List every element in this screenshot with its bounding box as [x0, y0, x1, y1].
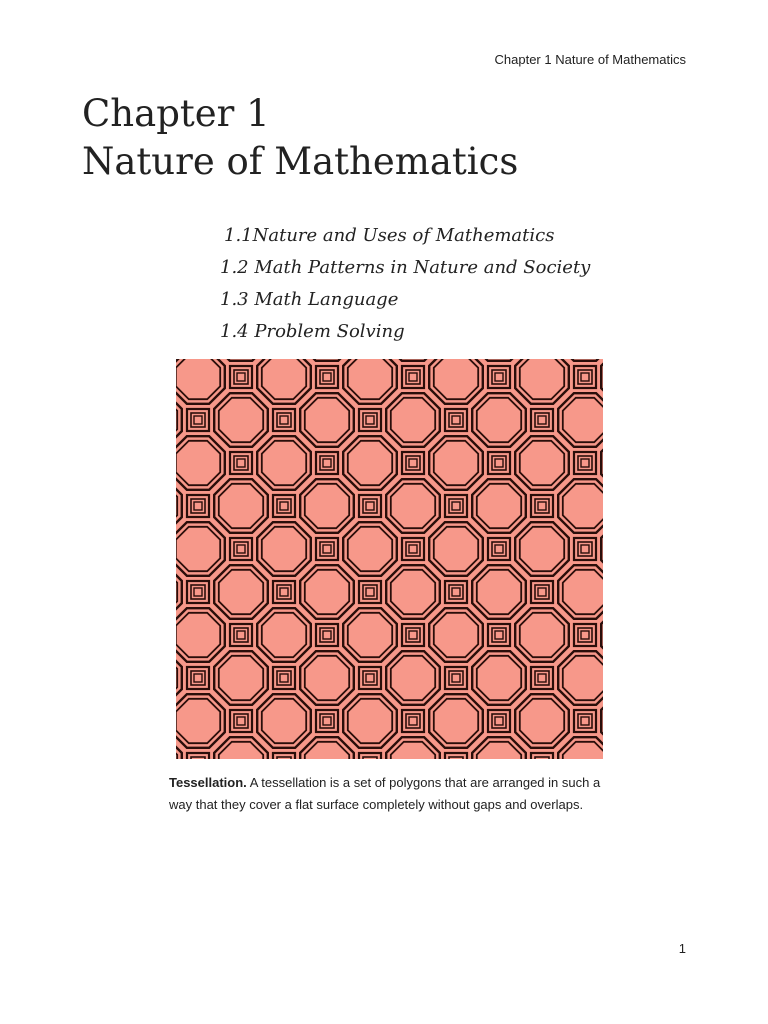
section-list: [220, 220, 590, 348]
chapter-name: Nature of Mathematics: [82, 140, 519, 183]
caption-term: Tessellation.: [169, 775, 247, 790]
caption-text: A tessellation is a set of polygons that are arranged in such a way that they cover a flat surface completely without gaps and overlaps.: [169, 775, 601, 812]
figure-caption: [169, 772, 619, 816]
page-number: 1: [678, 941, 686, 956]
section-item: 1.1Nature and Uses of Mathematics: [224, 225, 555, 246]
section-item: 1.4 Problem Solving: [220, 321, 405, 342]
tessellation-figure: [176, 359, 603, 759]
running-header: Chapter 1 Nature of Mathematics: [494, 52, 686, 67]
section-item: 1.3 Math Language: [220, 289, 399, 310]
section-item: 1.2 Math Patterns in Nature and Society: [220, 257, 591, 278]
chapter-title: [82, 90, 518, 186]
chapter-number: Chapter 1: [82, 92, 270, 135]
tessellation-pattern: [176, 359, 603, 759]
